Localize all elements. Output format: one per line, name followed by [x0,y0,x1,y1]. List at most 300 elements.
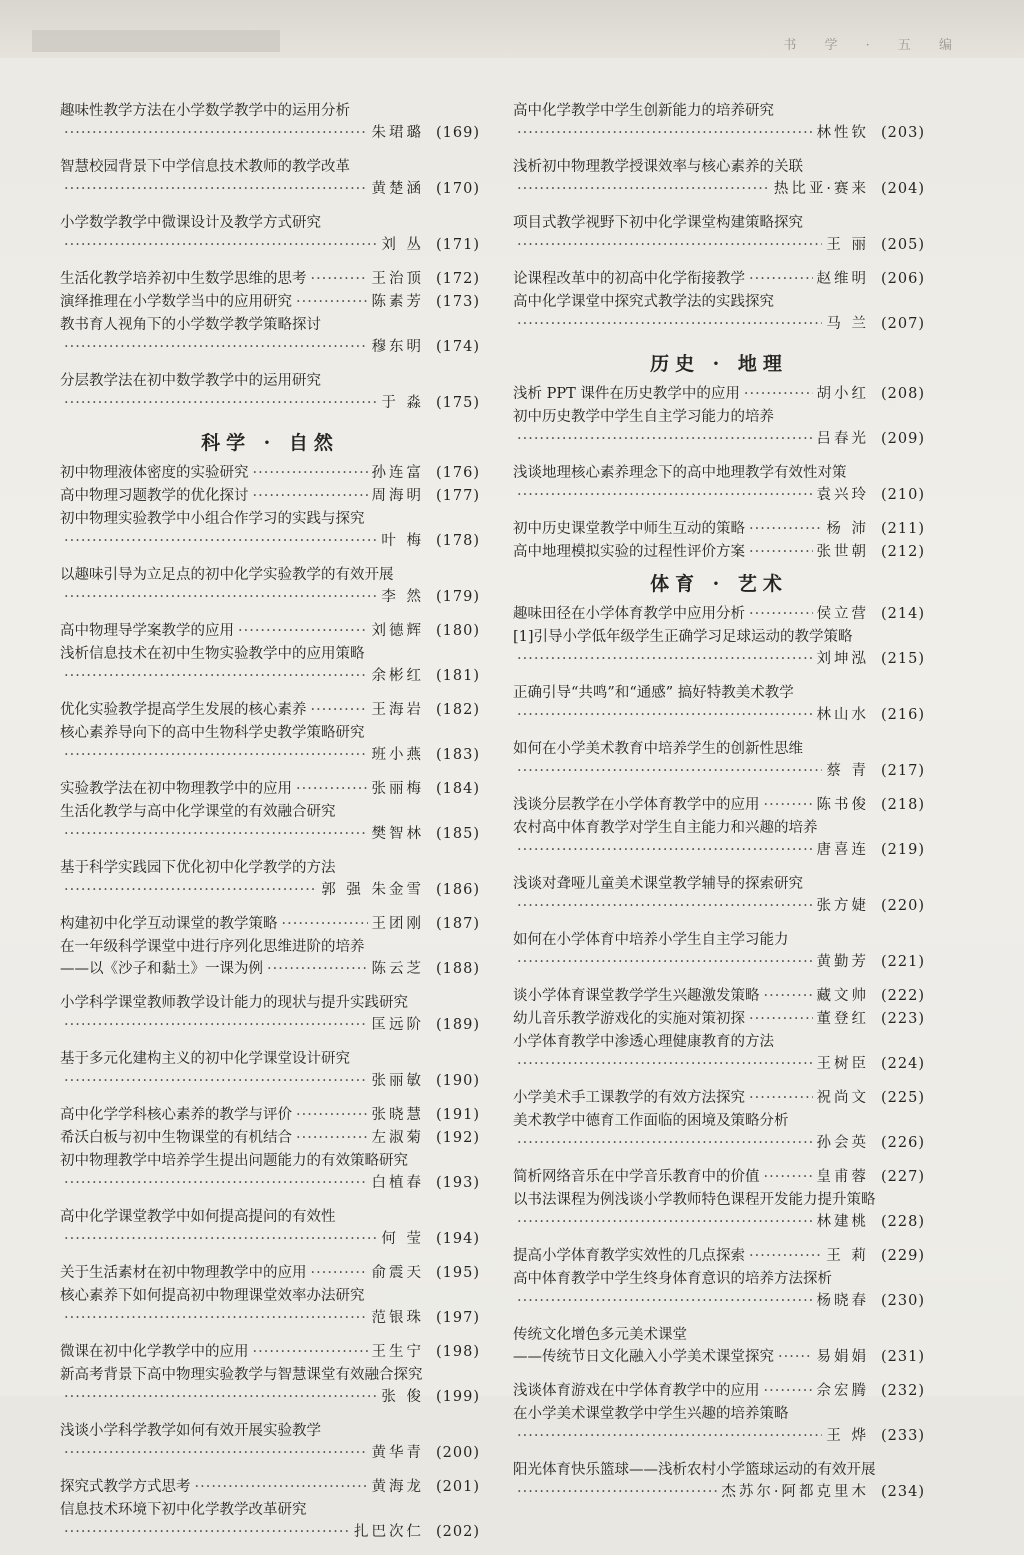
toc-line [513,794,925,816]
toc-line [60,1262,480,1284]
toc-line [60,665,480,687]
entry-page: (200) [436,1445,480,1461]
leader-dots [517,484,813,506]
entry-title: 在一年级科学课堂中进行序列化思维进阶的培养 [60,939,365,955]
entry-page: (222) [881,988,925,1004]
entry-title: 趣味田径在小学体育教学中应用分析 [513,606,745,622]
entry-title: 教书育人视角下的小学数学教学策略探讨 [60,317,321,333]
leader-dots [64,823,368,845]
entry-title: 传统文化增色多元美术课堂 [513,1327,687,1343]
entry-page: (224) [881,1056,925,1072]
entry-author: 张丽敏 [371,1073,424,1089]
entry-author: 扎巴次仁 [354,1524,424,1540]
toc-line [60,268,480,290]
entry-title: 初中历史教学中学生自主学习能力的培养 [513,409,774,425]
entry-author: 范银珠 [371,1310,424,1326]
toc-entry [60,1150,480,1194]
entry-title: 小学数学教学中微课设计及教学方式研究 [60,215,321,231]
toc-line [513,428,925,450]
entry-page: (228) [881,1214,925,1230]
entry-page: (187) [436,916,480,932]
toc-entry [513,985,925,1007]
entry-page: (206) [881,271,925,287]
entry-page: (173) [436,294,480,310]
entry-author: 王治顶 [371,271,424,287]
toc-entry [60,485,480,507]
toc-entry [513,462,925,506]
entry-page: (217) [881,763,925,779]
entry-author: 樊智林 [371,826,424,842]
entry-title: 正确引导“共鸣”和“通感” 搞好特教美术教学 [513,685,794,701]
entry-author: 祝尚文 [816,1090,869,1106]
entry-page: (181) [436,668,480,684]
entry-author: 赵维明 [816,271,869,287]
entry-author: 班小燕 [371,747,424,763]
toc-column-left [60,100,480,1555]
entry-title: 浅谈体育游戏在中学体育教学中的应用 [513,1383,760,1399]
entry-author: 孙连富 [371,465,424,481]
toc-line [60,1104,480,1126]
entry-page: (202) [436,1524,480,1540]
top-margin [0,0,1024,58]
entry-author: 郭 强 朱金雪 [321,882,424,898]
entry-title: 小学美术手工课教学的有效方法探究 [513,1090,745,1106]
toc-line [513,518,925,540]
leader-dots [517,1132,813,1154]
entry-author: 白植春 [371,1175,424,1191]
toc-entry [513,1166,925,1188]
entry-page: (189) [436,1017,480,1033]
entry-title: 高中化学学科核心素养的教学与评价 [60,1107,292,1123]
entry-author: 陈书俊 [816,797,869,813]
entry-title: 基于多元化建构主义的初中化学课堂设计研究 [60,1051,350,1067]
toc-line [513,1481,925,1503]
toc-entry [60,1364,480,1408]
section-heading: 科学 · 自然 [201,432,339,454]
toc-line [513,1008,925,1030]
toc-entry [513,738,925,782]
entry-page: (215) [881,651,925,667]
entry-title: 如何在小学美术教育中培养学生的创新性思维 [513,741,803,757]
entry-title: 高中化学课堂中探究式教学法的实践探究 [513,294,774,310]
leader-dots [764,794,813,816]
leader-dots [311,699,368,721]
entry-author: 陈云芝 [371,961,424,977]
entry-title: 智慧校园背景下中学信息技术教师的教学改革 [60,159,350,175]
toc-line [513,1166,925,1188]
toc-entry [513,212,925,256]
entry-title: 初中物理教学中培养学生提出问题能力的有效策略研究 [60,1153,408,1169]
leader-dots [749,541,813,563]
entry-author: 杨晓春 [816,1293,869,1309]
toc-entry [60,801,480,845]
entry-page: (182) [436,702,480,718]
entry-title: 微课在初中化学教学中的应用 [60,1344,249,1360]
toc-line [513,178,925,200]
leader-dots [517,1481,717,1503]
leader-dots [64,879,317,901]
toc-entry [60,1048,480,1092]
entry-title: 高中物理习题教学的优化探讨 [60,488,249,504]
entry-author: 侯立营 [816,606,869,622]
leader-dots [64,336,368,358]
toc-entry [60,370,480,414]
entry-author: 李 然 [381,589,424,605]
entry-page: (198) [436,1344,480,1360]
entry-author: 穆东明 [371,339,424,355]
entry-page: (179) [436,589,480,605]
entry-page: (190) [436,1073,480,1089]
leader-dots [64,1386,377,1408]
entry-title: 以书法课程为例浅谈小学教师特色课程开发能力提升策略 [513,1192,876,1208]
toc-line [60,336,480,358]
entry-title: 浅析信息技术在初中生物实验教学中的应用策略 [60,646,365,662]
toc-line [60,462,480,484]
leader-dots [517,178,770,200]
entry-title: 探究式教学方式思考 [60,1479,191,1495]
entry-page: (229) [881,1248,925,1264]
entry-page: (231) [881,1349,925,1365]
entry-author: 张晓慧 [371,1107,424,1123]
toc-entry [60,1341,480,1363]
entry-title: 幼儿音乐教学游戏化的实施对策初探 [513,1011,745,1027]
entry-author: 藏文帅 [816,988,869,1004]
toc-line [60,744,480,766]
leader-dots [64,1070,368,1092]
toc-line [513,484,925,506]
entry-page: (232) [881,1383,925,1399]
toc-line [60,879,480,901]
entry-page: (204) [881,181,925,197]
entry-author: 王 莉 [826,1248,869,1264]
toc-line [60,178,480,200]
entry-author: 黄海龙 [371,1479,424,1495]
entry-author: 袁兴玲 [816,487,869,503]
toc-line [60,620,480,642]
leader-dots [64,122,368,144]
leader-dots [64,665,368,687]
entry-page: (233) [881,1428,925,1444]
toc-entry [513,1380,925,1402]
toc-entry [60,1476,480,1498]
entry-title: 优化实验教学提高学生发展的核心素养 [60,702,307,718]
entry-title: 谈小学体育课堂教学学生兴趣激发策略 [513,988,760,1004]
toc-entry [60,699,480,721]
toc-line [513,1425,925,1447]
toc-entry [60,1420,480,1464]
toc-line [60,1172,480,1194]
toc-line [513,839,925,861]
entry-title: 高中地理模拟实验的过程性评价方案 [513,544,745,560]
entry-page: (203) [881,125,925,141]
leader-dots [64,530,377,552]
entry-page: (223) [881,1011,925,1027]
leader-dots [64,744,368,766]
toc-line [513,1346,925,1368]
entry-author: 俞震天 [371,1265,424,1281]
toc-line [60,1442,480,1464]
entry-page: (227) [881,1169,925,1185]
toc-line [60,1476,480,1498]
toc-entry [513,1245,925,1267]
toc-entry [60,722,480,766]
entry-title: 信息技术环境下初中化学教学改革研究 [60,1502,307,1518]
toc-entry [513,929,925,973]
entry-author: 董登红 [816,1011,869,1027]
leader-dots [311,268,368,290]
entry-author: 张丽梅 [371,781,424,797]
entry-author: 杨 沛 [826,521,869,537]
entry-author: 佘宏腾 [816,1383,869,1399]
entry-author: 黄华青 [371,1445,424,1461]
toc-line [513,268,925,290]
entry-page: (171) [436,237,480,253]
entry-author: 杰苏尔·阿都克里木 [721,1484,869,1500]
toc-line [513,1380,925,1402]
entry-page: (191) [436,1107,480,1123]
toc-entry [60,212,480,256]
entry-page: (186) [436,882,480,898]
entry-title: 初中历史课堂教学中师生互动的策略 [513,521,745,537]
toc-line [60,1386,480,1408]
toc-line [513,1132,925,1154]
entry-title: 核心素养下如何提高初中物理课堂效率办法研究 [60,1288,365,1304]
entry-page: (216) [881,707,925,723]
leader-dots [238,620,368,642]
entry-author: 胡小红 [816,386,869,402]
toc-line [60,1228,480,1250]
leader-dots [517,1290,813,1312]
leader-dots [749,1245,822,1267]
toc-line [60,1341,480,1363]
toc-entry [513,518,925,540]
entry-page: (218) [881,797,925,813]
entry-title: 浅谈地理核心素养理念下的高中地理教学有效性对策 [513,465,847,481]
entry-title: 浅谈小学科学教学如何有效开展实验教学 [60,1423,321,1439]
running-header: 书 学 · 五 编 [783,38,964,53]
entry-author: 刘 丛 [381,237,424,253]
entry-author: 周海明 [371,488,424,504]
toc-line [60,485,480,507]
toc-entry [60,156,480,200]
toc-entry [513,268,925,290]
toc-entry [513,873,925,917]
entry-title: 提高小学体育教学实效性的几点探索 [513,1248,745,1264]
leader-dots [517,234,822,256]
toc-line [513,648,925,670]
entry-author: 林建桃 [816,1214,869,1230]
leader-dots [64,178,368,200]
toc-entry [513,383,925,405]
entry-title: 高中化学课堂教学中如何提高提问的有效性 [60,1209,336,1225]
entry-author: 左淑菊 [371,1130,424,1146]
entry-author: 张方婕 [816,898,869,914]
leader-dots [517,760,822,782]
toc-line [60,1521,480,1543]
leader-dots [296,291,368,313]
entry-page: (201) [436,1479,480,1495]
entry-author: 刘坤泓 [816,651,869,667]
entry-author: 林山水 [816,707,869,723]
leader-dots [517,122,813,144]
entry-title: 浅谈分层教学在小学体育教学中的应用 [513,797,760,813]
leader-dots [517,428,813,450]
entry-title: 高中物理导学案教学的应用 [60,623,234,639]
entry-page: (199) [436,1389,480,1405]
section-heading: 历史 · 地理 [650,353,788,375]
toc-entry [513,626,925,670]
entry-title: 生活化教学培养初中生数学思维的思考 [60,271,307,287]
toc-line [513,122,925,144]
toc-entry [513,1110,925,1154]
entry-page: (207) [881,316,925,332]
entry-author: 易娟娟 [816,1349,869,1365]
toc-entry [60,620,480,642]
entry-title: 阳光体育快乐篮球——浅析农村小学篮球运动的有效开展 [513,1462,876,1478]
leader-dots [749,518,822,540]
toc-entry [513,817,925,861]
entry-title: 项目式教学视野下初中化学课堂构建策略探究 [513,215,803,231]
toc-line [513,313,925,335]
toc-entry [60,1206,480,1250]
entry-author: 王 烨 [826,1428,869,1444]
entry-author: 皇甫蓉 [816,1169,869,1185]
entry-title: 演绎推理在小学数学当中的应用研究 [60,294,292,310]
entry-author: 马 兰 [826,316,869,332]
toc-entry [60,1285,480,1329]
entry-title: 新高考背景下高中物理实验教学与智慧课堂有效融合探究 [60,1367,423,1383]
entry-page: (195) [436,1265,480,1281]
toc-entry [513,682,925,726]
leader-dots [517,648,813,670]
entry-page: (197) [436,1310,480,1326]
toc-entry [513,1459,925,1503]
leader-dots [64,1172,368,1194]
toc-line [60,699,480,721]
entry-author: 刘德辉 [371,623,424,639]
entry-subtitle: ——传统节日文化融入小学美术课堂探究 [513,1349,774,1365]
entry-author: 蔡 青 [826,763,869,779]
toc-line [513,234,925,256]
entry-author: 匡远阶 [371,1017,424,1033]
leader-dots [253,485,368,507]
toc-entry [513,1189,925,1233]
toc-entry [60,291,480,313]
toc-entry [60,100,480,144]
entry-page: (177) [436,488,480,504]
toc-entry [513,541,925,563]
toc-line [60,392,480,414]
entry-author: 孙会英 [816,1135,869,1151]
entry-page: (172) [436,271,480,287]
leader-dots [64,234,377,256]
leader-dots [778,1346,813,1368]
toc-line [513,985,925,1007]
toc-line [513,704,925,726]
toc-line [60,586,480,608]
entry-author: 黄勤芳 [816,954,869,970]
section-heading: 体育 · 艺术 [650,573,788,595]
toc-entry [60,462,480,484]
leader-dots [296,1127,368,1149]
entry-page: (219) [881,842,925,858]
entry-author: 王树臣 [816,1056,869,1072]
toc-line [513,383,925,405]
entry-title: 如何在小学体育中培养小学生自主学习能力 [513,932,789,948]
leader-dots [749,268,813,290]
entry-title: 浅析初中物理教学授课效率与核心素养的关联 [513,159,803,175]
toc-entry [60,936,480,980]
entry-title: 希沃白板与初中生物课堂的有机结合 [60,1130,292,1146]
entry-title: 核心素养导向下的高中生物科学史教学策略研究 [60,725,365,741]
toc-line [60,234,480,256]
leader-dots [517,1211,813,1233]
toc-entry [60,1104,480,1126]
entry-author: 王生宁 [371,1344,424,1360]
leader-dots [253,1341,368,1363]
leader-dots [64,1307,368,1329]
toc-entry [60,778,480,800]
entry-title: 以趣味引导为立足点的初中化学实验教学的有效开展 [60,567,394,583]
entry-page: (180) [436,623,480,639]
entry-title: 初中物理液体密度的实验研究 [60,465,249,481]
leader-dots [64,392,377,414]
entry-page: (205) [881,237,925,253]
toc-line [60,1014,480,1036]
leader-dots [517,951,813,973]
toc-line [513,541,925,563]
entry-page: (210) [881,487,925,503]
toc-entry [513,794,925,816]
entry-title: 小学体育教学中渗透心理健康教育的方法 [513,1034,774,1050]
leader-dots [517,313,822,335]
entry-author: 吕春光 [816,431,869,447]
entry-title: 小学科学课堂教师教学设计能力的现状与提升实践研究 [60,995,408,1011]
entry-page: (192) [436,1130,480,1146]
entry-page: (169) [436,125,480,141]
entry-page: (225) [881,1090,925,1106]
toc-entry [60,913,480,935]
entry-author: 叶 梅 [381,533,424,549]
toc-line [60,122,480,144]
leader-dots [517,1053,813,1075]
entry-page: (220) [881,898,925,914]
entry-title: 在小学美术课堂教学中学生兴趣的培养策略 [513,1406,789,1422]
toc-entry [60,314,480,358]
leader-dots [749,603,813,625]
toc-line [513,1290,925,1312]
entry-page: (194) [436,1231,480,1247]
entry-author: 黄楚涵 [371,181,424,197]
entry-title: 分层教学法在初中数学教学中的运用研究 [60,373,321,389]
entry-author: 张世朝 [816,544,869,560]
leader-dots [517,1425,822,1447]
entry-page: (183) [436,747,480,763]
entry-author: 余彬红 [371,668,424,684]
leader-dots [749,1087,813,1109]
leader-dots [764,1166,813,1188]
entry-page: (226) [881,1135,925,1151]
toc-line [60,958,480,980]
toc-line [513,1087,925,1109]
leader-dots [296,778,368,800]
entry-subtitle: ——以《沙子和黏土》一课为例 [60,961,263,977]
entry-author: 热比亚·赛来 [773,181,869,197]
leader-dots [296,1104,368,1126]
entry-page: (184) [436,781,480,797]
entry-page: (175) [436,395,480,411]
toc-line [60,1127,480,1149]
